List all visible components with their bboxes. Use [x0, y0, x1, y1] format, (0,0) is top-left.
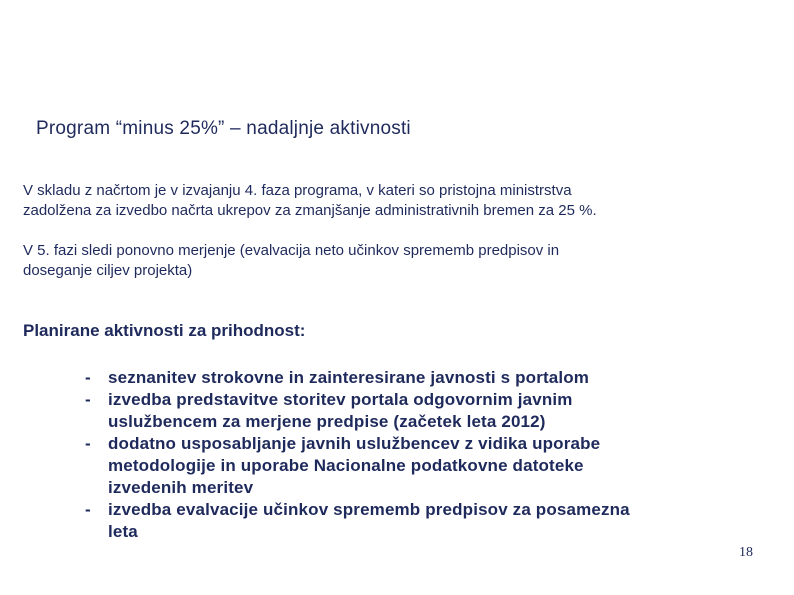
- list-item-line: seznanitev strokovne in zainteresirane javnosti s portalom: [108, 368, 590, 387]
- phase-five-paragraph: [23, 241, 763, 281]
- phase-five-paragraph-line: doseganje ciljev projekta): [23, 262, 193, 279]
- list-item-line: uslužbencem za merjene predpise (začetek leta 2012): [108, 412, 546, 431]
- phase-five-paragraph-line: V 5. fazi sledi ponovno merjenje (evalvacija neto učinkov sprememb predpisov in: [23, 242, 560, 259]
- dash-bullet: -: [85, 434, 91, 453]
- list-item-line: metodologije in uporabe Nacionalne podatkovne datoteke: [108, 456, 584, 475]
- planned-activities-heading: Planirane aktivnosti za prihodnost:: [23, 321, 306, 340]
- slide-title: Program “minus 25%” – nadaljnje aktivnosti: [36, 118, 411, 139]
- list-item-line: izvedenih meritev: [108, 478, 254, 497]
- dash-bullet: -: [85, 390, 91, 409]
- intro-paragraph: [23, 181, 763, 221]
- list-item-line: dodatno usposabljanje javnih uslužbencev z vidika uporabe: [108, 434, 601, 453]
- intro-paragraph-line: zadolžena za izvedbo načrta ukrepov za zmanjšanje administrativnih bremen za 25 %.: [23, 202, 597, 219]
- list-item-line: leta: [108, 522, 138, 541]
- list-item: [85, 433, 735, 499]
- intro-paragraph-line: V skladu z načrtom je v izvajanju 4. faza programa, v kateri so pristojna ministrstva: [23, 182, 572, 199]
- dash-bullet: -: [85, 368, 91, 387]
- dash-bullet: -: [85, 500, 91, 519]
- list-item: [85, 367, 735, 389]
- page-number: 18: [739, 545, 753, 560]
- list-item-line: izvedba predstavitve storitev portala odgovornim javnim: [108, 390, 573, 409]
- planned-activities-list: [85, 367, 735, 543]
- list-item: [85, 389, 735, 433]
- list-item: [85, 499, 735, 543]
- list-item-line: izvedba evalvacije učinkov sprememb predpisov za posamezna: [108, 500, 630, 519]
